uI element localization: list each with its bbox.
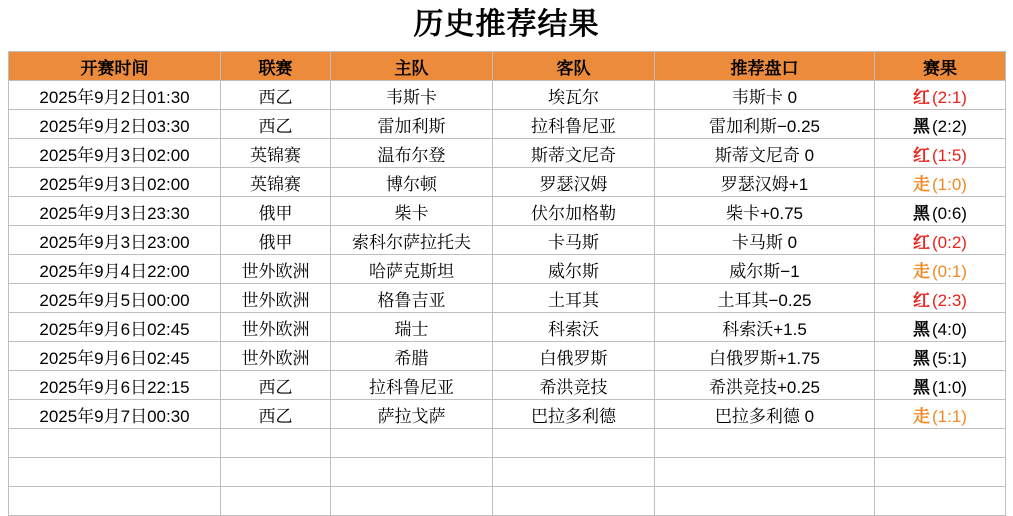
result-badge [913, 315, 967, 340]
table-row[interactable] [9, 168, 1006, 197]
empty-cell[interactable] [655, 429, 875, 458]
empty-table-row[interactable] [9, 458, 1006, 487]
empty-cell[interactable] [331, 458, 493, 487]
cell-match-time[interactable]: 2025年9月7日00:30 [9, 400, 221, 429]
cell-recommended-handicap[interactable]: 科索沃+1.5 [655, 313, 875, 342]
result-label: 红 [913, 145, 931, 165]
result-label: 黑 [913, 348, 931, 368]
table-row[interactable] [9, 371, 1006, 400]
result-badge [913, 286, 967, 311]
table-row[interactable] [9, 197, 1006, 226]
cell-league[interactable]: 俄甲 [221, 197, 331, 226]
empty-cell[interactable] [875, 458, 1006, 487]
empty-table-row[interactable] [9, 487, 1006, 516]
empty-cell[interactable] [331, 429, 493, 458]
cell-recommended-handicap[interactable]: 卡马斯 0 [655, 226, 875, 255]
result-label: 走 [913, 406, 931, 426]
empty-cell[interactable] [221, 487, 331, 516]
cell-result[interactable] [875, 342, 1006, 371]
result-score: (0:6) [932, 203, 967, 223]
table-row[interactable] [9, 400, 1006, 429]
result-badge [913, 170, 967, 195]
cell-home-team[interactable]: 博尔顿 [331, 168, 493, 197]
cell-result[interactable] [875, 371, 1006, 400]
table-row[interactable] [9, 81, 1006, 110]
cell-league[interactable]: 世外欧洲 [221, 313, 331, 342]
cell-match-time[interactable]: 2025年9月2日01:30 [9, 81, 221, 110]
cell-away-team[interactable]: 卡马斯 [493, 226, 655, 255]
cell-away-team[interactable]: 埃瓦尔 [493, 81, 655, 110]
cell-away-team[interactable]: 白俄罗斯 [493, 342, 655, 371]
cell-away-team[interactable]: 巴拉多利德 [493, 400, 655, 429]
cell-recommended-handicap[interactable]: 威尔斯−1 [655, 255, 875, 284]
cell-result[interactable] [875, 226, 1006, 255]
cell-away-team[interactable]: 土耳其 [493, 284, 655, 313]
cell-recommended-handicap[interactable]: 巴拉多利德 0 [655, 400, 875, 429]
column-header-result[interactable]: 赛果 [875, 52, 1006, 81]
result-label: 黑 [913, 203, 931, 223]
table-row[interactable] [9, 255, 1006, 284]
result-label: 黑 [913, 116, 931, 136]
cell-league[interactable]: 世外欧洲 [221, 255, 331, 284]
cell-result[interactable] [875, 400, 1006, 429]
result-badge [913, 83, 967, 108]
result-score: (1:0) [932, 174, 967, 194]
cell-match-time[interactable]: 2025年9月4日22:00 [9, 255, 221, 284]
result-label: 黑 [913, 319, 931, 339]
result-badge [913, 373, 967, 398]
cell-home-team[interactable]: 格鲁吉亚 [331, 284, 493, 313]
history-results-table [8, 51, 1006, 516]
empty-cell[interactable] [331, 487, 493, 516]
table-header-row [9, 52, 1006, 81]
empty-cell[interactable] [9, 487, 221, 516]
cell-league[interactable]: 西乙 [221, 110, 331, 139]
table-row[interactable] [9, 284, 1006, 313]
result-badge [913, 141, 967, 166]
cell-result[interactable] [875, 313, 1006, 342]
table-row[interactable] [9, 226, 1006, 255]
cell-home-team[interactable]: 拉科鲁尼亚 [331, 371, 493, 400]
empty-cell[interactable] [9, 429, 221, 458]
result-label: 红 [913, 232, 931, 252]
cell-recommended-handicap[interactable]: 土耳其−0.25 [655, 284, 875, 313]
table-body [9, 81, 1006, 516]
cell-league[interactable]: 西乙 [221, 371, 331, 400]
result-score: (0:1) [932, 261, 967, 281]
empty-cell[interactable] [493, 429, 655, 458]
cell-recommended-handicap[interactable]: 韦斯卡 0 [655, 81, 875, 110]
cell-away-team[interactable]: 科索沃 [493, 313, 655, 342]
result-score: (5:1) [932, 348, 967, 368]
result-badge [913, 228, 967, 253]
cell-match-time[interactable]: 2025年9月3日23:00 [9, 226, 221, 255]
cell-home-team[interactable]: 萨拉戈萨 [331, 400, 493, 429]
cell-league[interactable]: 西乙 [221, 81, 331, 110]
page-title: 历史推荐结果 [413, 8, 600, 41]
column-header-time[interactable]: 开赛时间 [9, 52, 221, 81]
cell-recommended-handicap[interactable]: 斯蒂文尼奇 0 [655, 139, 875, 168]
cell-home-team[interactable]: 索科尔萨拉托夫 [331, 226, 493, 255]
cell-home-team[interactable]: 哈萨克斯坦 [331, 255, 493, 284]
result-badge [913, 112, 967, 137]
cell-match-time[interactable]: 2025年9月2日03:30 [9, 110, 221, 139]
cell-recommended-handicap[interactable]: 白俄罗斯+1.75 [655, 342, 875, 371]
column-header-away[interactable]: 客队 [493, 52, 655, 81]
table-row[interactable] [9, 342, 1006, 371]
cell-match-time[interactable]: 2025年9月3日02:00 [9, 139, 221, 168]
cell-match-time[interactable]: 2025年9月6日02:45 [9, 313, 221, 342]
result-badge [913, 402, 967, 427]
cell-match-time[interactable]: 2025年9月5日00:00 [9, 284, 221, 313]
cell-result[interactable] [875, 255, 1006, 284]
cell-result[interactable] [875, 197, 1006, 226]
cell-league[interactable]: 西乙 [221, 400, 331, 429]
cell-recommended-handicap[interactable]: 雷加利斯−0.25 [655, 110, 875, 139]
empty-cell[interactable] [221, 429, 331, 458]
cell-away-team[interactable]: 威尔斯 [493, 255, 655, 284]
empty-cell[interactable] [655, 487, 875, 516]
result-score: (4:0) [932, 319, 967, 339]
result-label: 走 [913, 174, 931, 194]
empty-cell[interactable] [221, 458, 331, 487]
empty-cell[interactable] [655, 458, 875, 487]
cell-recommended-handicap[interactable]: 罗瑟汉姆+1 [655, 168, 875, 197]
result-score: (2:2) [932, 116, 967, 136]
result-score: (0:2) [932, 232, 967, 252]
cell-recommended-handicap[interactable]: 希洪竞技+0.25 [655, 371, 875, 400]
result-label: 红 [913, 87, 931, 107]
cell-away-team[interactable]: 希洪竞技 [493, 371, 655, 400]
cell-result[interactable] [875, 168, 1006, 197]
result-badge [913, 344, 967, 369]
column-header-pick[interactable]: 推荐盘口 [655, 52, 875, 81]
cell-home-team[interactable]: 希腊 [331, 342, 493, 371]
cell-home-team[interactable]: 雷加利斯 [331, 110, 493, 139]
cell-home-team[interactable]: 柴卡 [331, 197, 493, 226]
cell-home-team[interactable]: 韦斯卡 [331, 81, 493, 110]
result-score: (2:3) [932, 290, 967, 310]
cell-league[interactable]: 世外欧洲 [221, 342, 331, 371]
empty-cell[interactable] [493, 458, 655, 487]
cell-match-time[interactable]: 2025年9月6日02:45 [9, 342, 221, 371]
cell-league[interactable]: 世外欧洲 [221, 284, 331, 313]
cell-away-team[interactable]: 斯蒂文尼奇 [493, 139, 655, 168]
result-score: (1:5) [932, 145, 967, 165]
empty-cell[interactable] [9, 458, 221, 487]
result-score: (1:1) [932, 406, 967, 426]
table-row[interactable] [9, 110, 1006, 139]
cell-away-team[interactable]: 拉科鲁尼亚 [493, 110, 655, 139]
cell-away-team[interactable]: 伏尔加格勒 [493, 197, 655, 226]
cell-result[interactable] [875, 81, 1006, 110]
cell-league[interactable]: 英锦赛 [221, 168, 331, 197]
cell-match-time[interactable]: 2025年9月6日22:15 [9, 371, 221, 400]
cell-recommended-handicap[interactable]: 柴卡+0.75 [655, 197, 875, 226]
table-row[interactable] [9, 139, 1006, 168]
cell-match-time[interactable]: 2025年9月3日23:30 [9, 197, 221, 226]
cell-league[interactable]: 英锦赛 [221, 139, 331, 168]
empty-cell[interactable] [875, 429, 1006, 458]
cell-result[interactable] [875, 110, 1006, 139]
cell-match-time[interactable]: 2025年9月3日02:00 [9, 168, 221, 197]
column-header-home[interactable]: 主队 [331, 52, 493, 81]
empty-cell[interactable] [875, 487, 1006, 516]
result-score: (2:1) [932, 87, 967, 107]
empty-cell[interactable] [493, 487, 655, 516]
result-label: 走 [913, 261, 931, 281]
table-row[interactable] [9, 313, 1006, 342]
empty-table-row[interactable] [9, 429, 1006, 458]
result-label: 红 [913, 290, 931, 310]
cell-home-team[interactable]: 瑞士 [331, 313, 493, 342]
cell-home-team[interactable]: 温布尔登 [331, 139, 493, 168]
cell-league[interactable]: 俄甲 [221, 226, 331, 255]
result-badge [913, 257, 967, 282]
result-score: (1:0) [932, 377, 967, 397]
cell-result[interactable] [875, 139, 1006, 168]
result-badge [913, 199, 967, 224]
cell-away-team[interactable]: 罗瑟汉姆 [493, 168, 655, 197]
column-header-league[interactable]: 联赛 [221, 52, 331, 81]
cell-result[interactable] [875, 284, 1006, 313]
result-label: 黑 [913, 377, 931, 397]
table-header [9, 52, 1006, 81]
